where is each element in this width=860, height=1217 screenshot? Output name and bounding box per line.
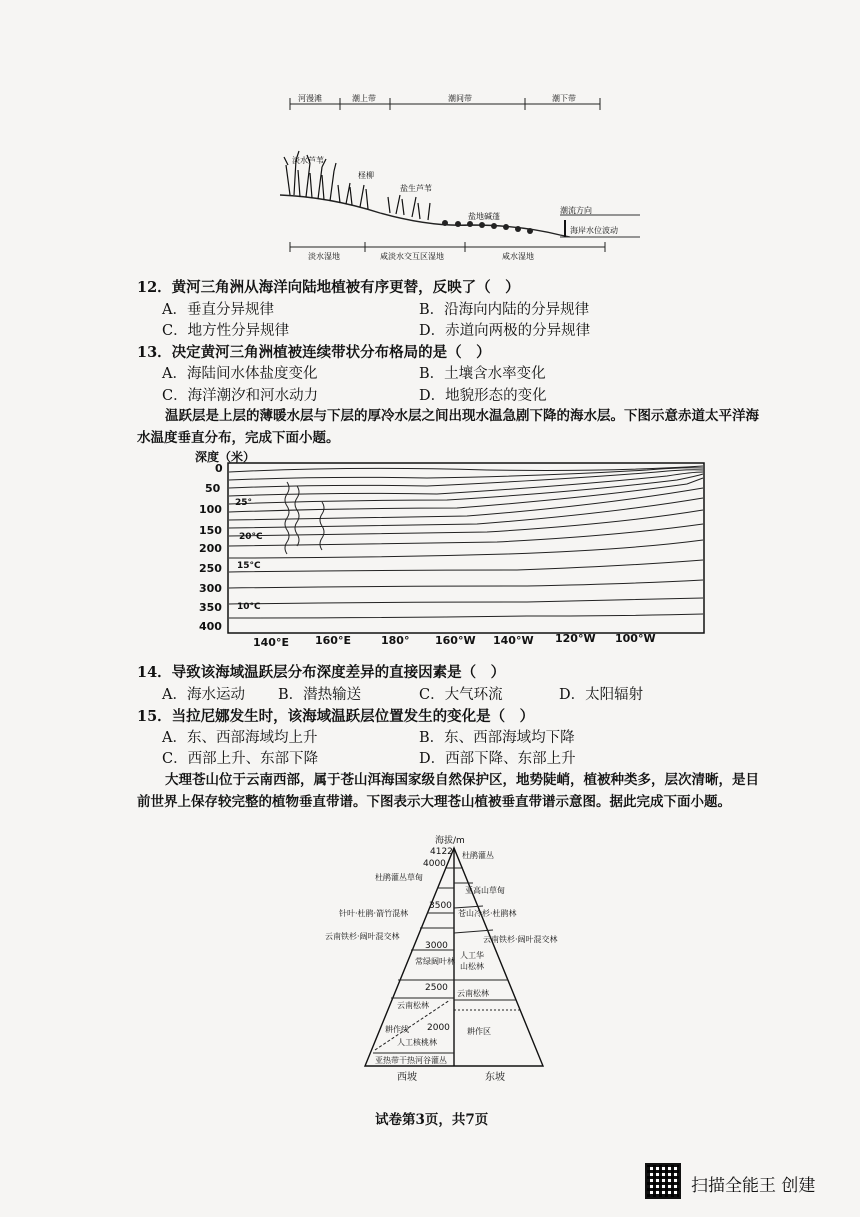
west-cultivation-line: 耕作线 xyxy=(385,1025,409,1034)
bottom-zone-saltwater: 咸水湿地 xyxy=(502,252,534,261)
x-tick: 160°E xyxy=(315,634,351,647)
thermocline-intro: 温跃层是上层的薄暖水层与下层的厚冷水层之间出现水温急剧下降的海水层。下图示意赤道太平洋海水温度垂直分布，完成下面小题。 xyxy=(137,408,759,446)
question-12-option-d: D．赤道向两极的分异规律 xyxy=(419,323,591,339)
east-belt-subalpine-meadow: 亚高山草甸 xyxy=(465,886,505,895)
east-belt-hemlock-mixed: 云南铁杉·阔叶混交林 xyxy=(483,935,558,944)
plant-label-freshwater-reed: 淡水芦苇 xyxy=(292,156,324,165)
question-15-stem: 15．当拉尼娜发生时，该海域温跃层位置发生的变化是（ ） xyxy=(137,708,535,725)
west-belt-walnut: 人工核桃林 xyxy=(397,1038,437,1047)
west-belt-yunnan-pine: 云南松林 xyxy=(397,1001,429,1010)
y-tick: 150 xyxy=(199,524,222,537)
y-tick: 0 xyxy=(215,462,223,475)
east-belt-cultivation-area: 耕作区 xyxy=(467,1027,491,1036)
question-15-option-d: D．西部下降、东部上升 xyxy=(419,751,576,767)
question-13-option-d: D．地貌形态的变化 xyxy=(419,388,547,404)
elevation-axis-title: 海拔/m xyxy=(435,836,465,846)
question-13-option-c: C．海洋潮汐和河水动力 xyxy=(162,388,319,404)
east-belt-rhododendron-shrub: 杜鹃灌丛 xyxy=(462,851,494,860)
west-belt-dry-valley-shrub: 亚热带干热河谷灌丛 xyxy=(375,1056,447,1065)
question-13-option-a: A．海陆间水体盐度变化 xyxy=(162,366,318,382)
x-tick: 180° xyxy=(381,634,410,647)
elevation-3000: 3000 xyxy=(425,941,448,951)
y-tick: 200 xyxy=(199,542,222,555)
y-tick: 350 xyxy=(199,601,222,614)
peak-elevation: 4122 xyxy=(430,847,453,857)
vegetation-belt-figure xyxy=(325,828,585,1083)
west-belt-hemlock-mixed: 云南铁杉·阔叶混交林 xyxy=(325,932,400,941)
isotherm-label-20: 20°C xyxy=(239,532,263,542)
water-level-label: 海岸水位波动 xyxy=(570,226,618,235)
y-tick: 250 xyxy=(199,562,222,575)
question-15-option-a: A．东、西部海域均上升 xyxy=(162,730,318,746)
cangshan-intro: 大理苍山位于云南西部，属于苍山洱海国家级自然保护区，地势陡峭，植被种类多，层次清晰，是目前世界上保存较完整的植物垂直带谱。下图表示大理苍山植被垂直带谱示意图。据此完成下面小题。 xyxy=(137,772,759,810)
x-tick: 120°W xyxy=(555,632,596,645)
east-belt-yunnan-pine: 云南松林 xyxy=(457,989,489,998)
question-13-stem: 13．决定黄河三角洲植被连续带状分布格局的是（ ） xyxy=(137,344,491,361)
question-12-option-a: A．垂直分异规律 xyxy=(162,302,274,318)
question-12-option-c: C．地方性分异规律 xyxy=(162,323,290,339)
flow-direction-label: 潮流方向 xyxy=(560,206,592,215)
ocean-temperature-figure xyxy=(195,448,715,653)
west-slope-label: 西坡 xyxy=(397,1072,417,1083)
question-13-option-b: B．土壤含水率变化 xyxy=(419,366,546,382)
scanner-watermark xyxy=(645,1163,845,1201)
east-belt-artificial-pine: 人工华山松林 xyxy=(460,951,484,971)
question-14-option-a: A．海水运动 xyxy=(162,687,245,703)
elevation-3500: 3500 xyxy=(429,901,452,911)
question-15-option-b: B．东、西部海域均下降 xyxy=(419,730,575,746)
elevation-4000: 4000 xyxy=(423,859,446,869)
depth-axis-title: 深度（米） xyxy=(195,450,256,464)
question-14-option-d: D．太阳辐射 xyxy=(559,687,644,703)
bottom-zone-mixed: 咸淡水交互区湿地 xyxy=(380,252,444,261)
zone-label-intertidal: 潮间带 xyxy=(448,94,472,103)
y-tick: 100 xyxy=(199,503,222,516)
plant-label-salt-reed: 盐生芦苇 xyxy=(400,184,432,193)
zone-label-subtidal: 潮下带 xyxy=(552,94,576,103)
vegetation-pyramid xyxy=(325,828,585,1083)
zone-label-supratidal: 潮上带 xyxy=(352,94,376,103)
qr-code-icon xyxy=(645,1163,681,1199)
east-belt-fir-rhododendron: 苍山冷杉·杜鹃林 xyxy=(458,909,517,918)
question-12-option-b: B．沿海向内陆的分异规律 xyxy=(419,302,590,318)
wetland-profile-drawing xyxy=(270,85,650,270)
question-14-option-c: C．大气环流 xyxy=(419,687,503,703)
west-belt-conifer-mixed: 针叶·杜鹃·箭竹混林 xyxy=(339,909,409,918)
west-belt-rhododendron-meadow: 杜鹃灌丛草甸 xyxy=(375,873,423,882)
wetland-profile-figure xyxy=(270,85,650,270)
plant-label-suaeda: 盐地碱蓬 xyxy=(468,212,500,221)
page-footer: 试卷第3页，共7页 xyxy=(375,1112,489,1128)
west-belt-evergreen: 常绿阔叶林 xyxy=(415,957,455,966)
zone-label-floodplain: 河漫滩 xyxy=(298,94,322,103)
isotherm-label-15: 15°C xyxy=(237,561,261,571)
x-tick: 140°E xyxy=(253,636,289,649)
question-14-stem: 14．导致该海域温跃层分布深度差异的直接因素是（ ） xyxy=(137,664,506,681)
y-tick: 50 xyxy=(205,482,221,495)
x-tick: 160°W xyxy=(435,634,476,647)
y-tick: 300 xyxy=(199,582,222,595)
elevation-2500: 2500 xyxy=(425,983,448,993)
watermark-text: 扫描全能王 创建 xyxy=(691,1176,816,1196)
question-12-stem: 12．黄河三角洲从海洋向陆地植被有序更替，反映了（ ） xyxy=(137,279,520,296)
isotherm-plot xyxy=(227,462,705,634)
question-14-option-b: B．潜热输送 xyxy=(278,687,362,703)
bottom-zone-freshwater: 淡水湿地 xyxy=(308,252,340,261)
x-tick: 140°W xyxy=(493,634,534,647)
isotherm-label-10: 10°C xyxy=(237,602,261,612)
plant-label-tamarisk: 柽柳 xyxy=(358,171,374,180)
elevation-2000: 2000 xyxy=(427,1023,450,1033)
y-tick: 400 xyxy=(199,620,222,633)
x-tick: 100°W xyxy=(615,632,656,645)
question-15-option-c: C．西部上升、东部下降 xyxy=(162,751,319,767)
isotherm-label-25: 25° xyxy=(235,498,253,508)
east-slope-label: 东坡 xyxy=(485,1072,505,1083)
